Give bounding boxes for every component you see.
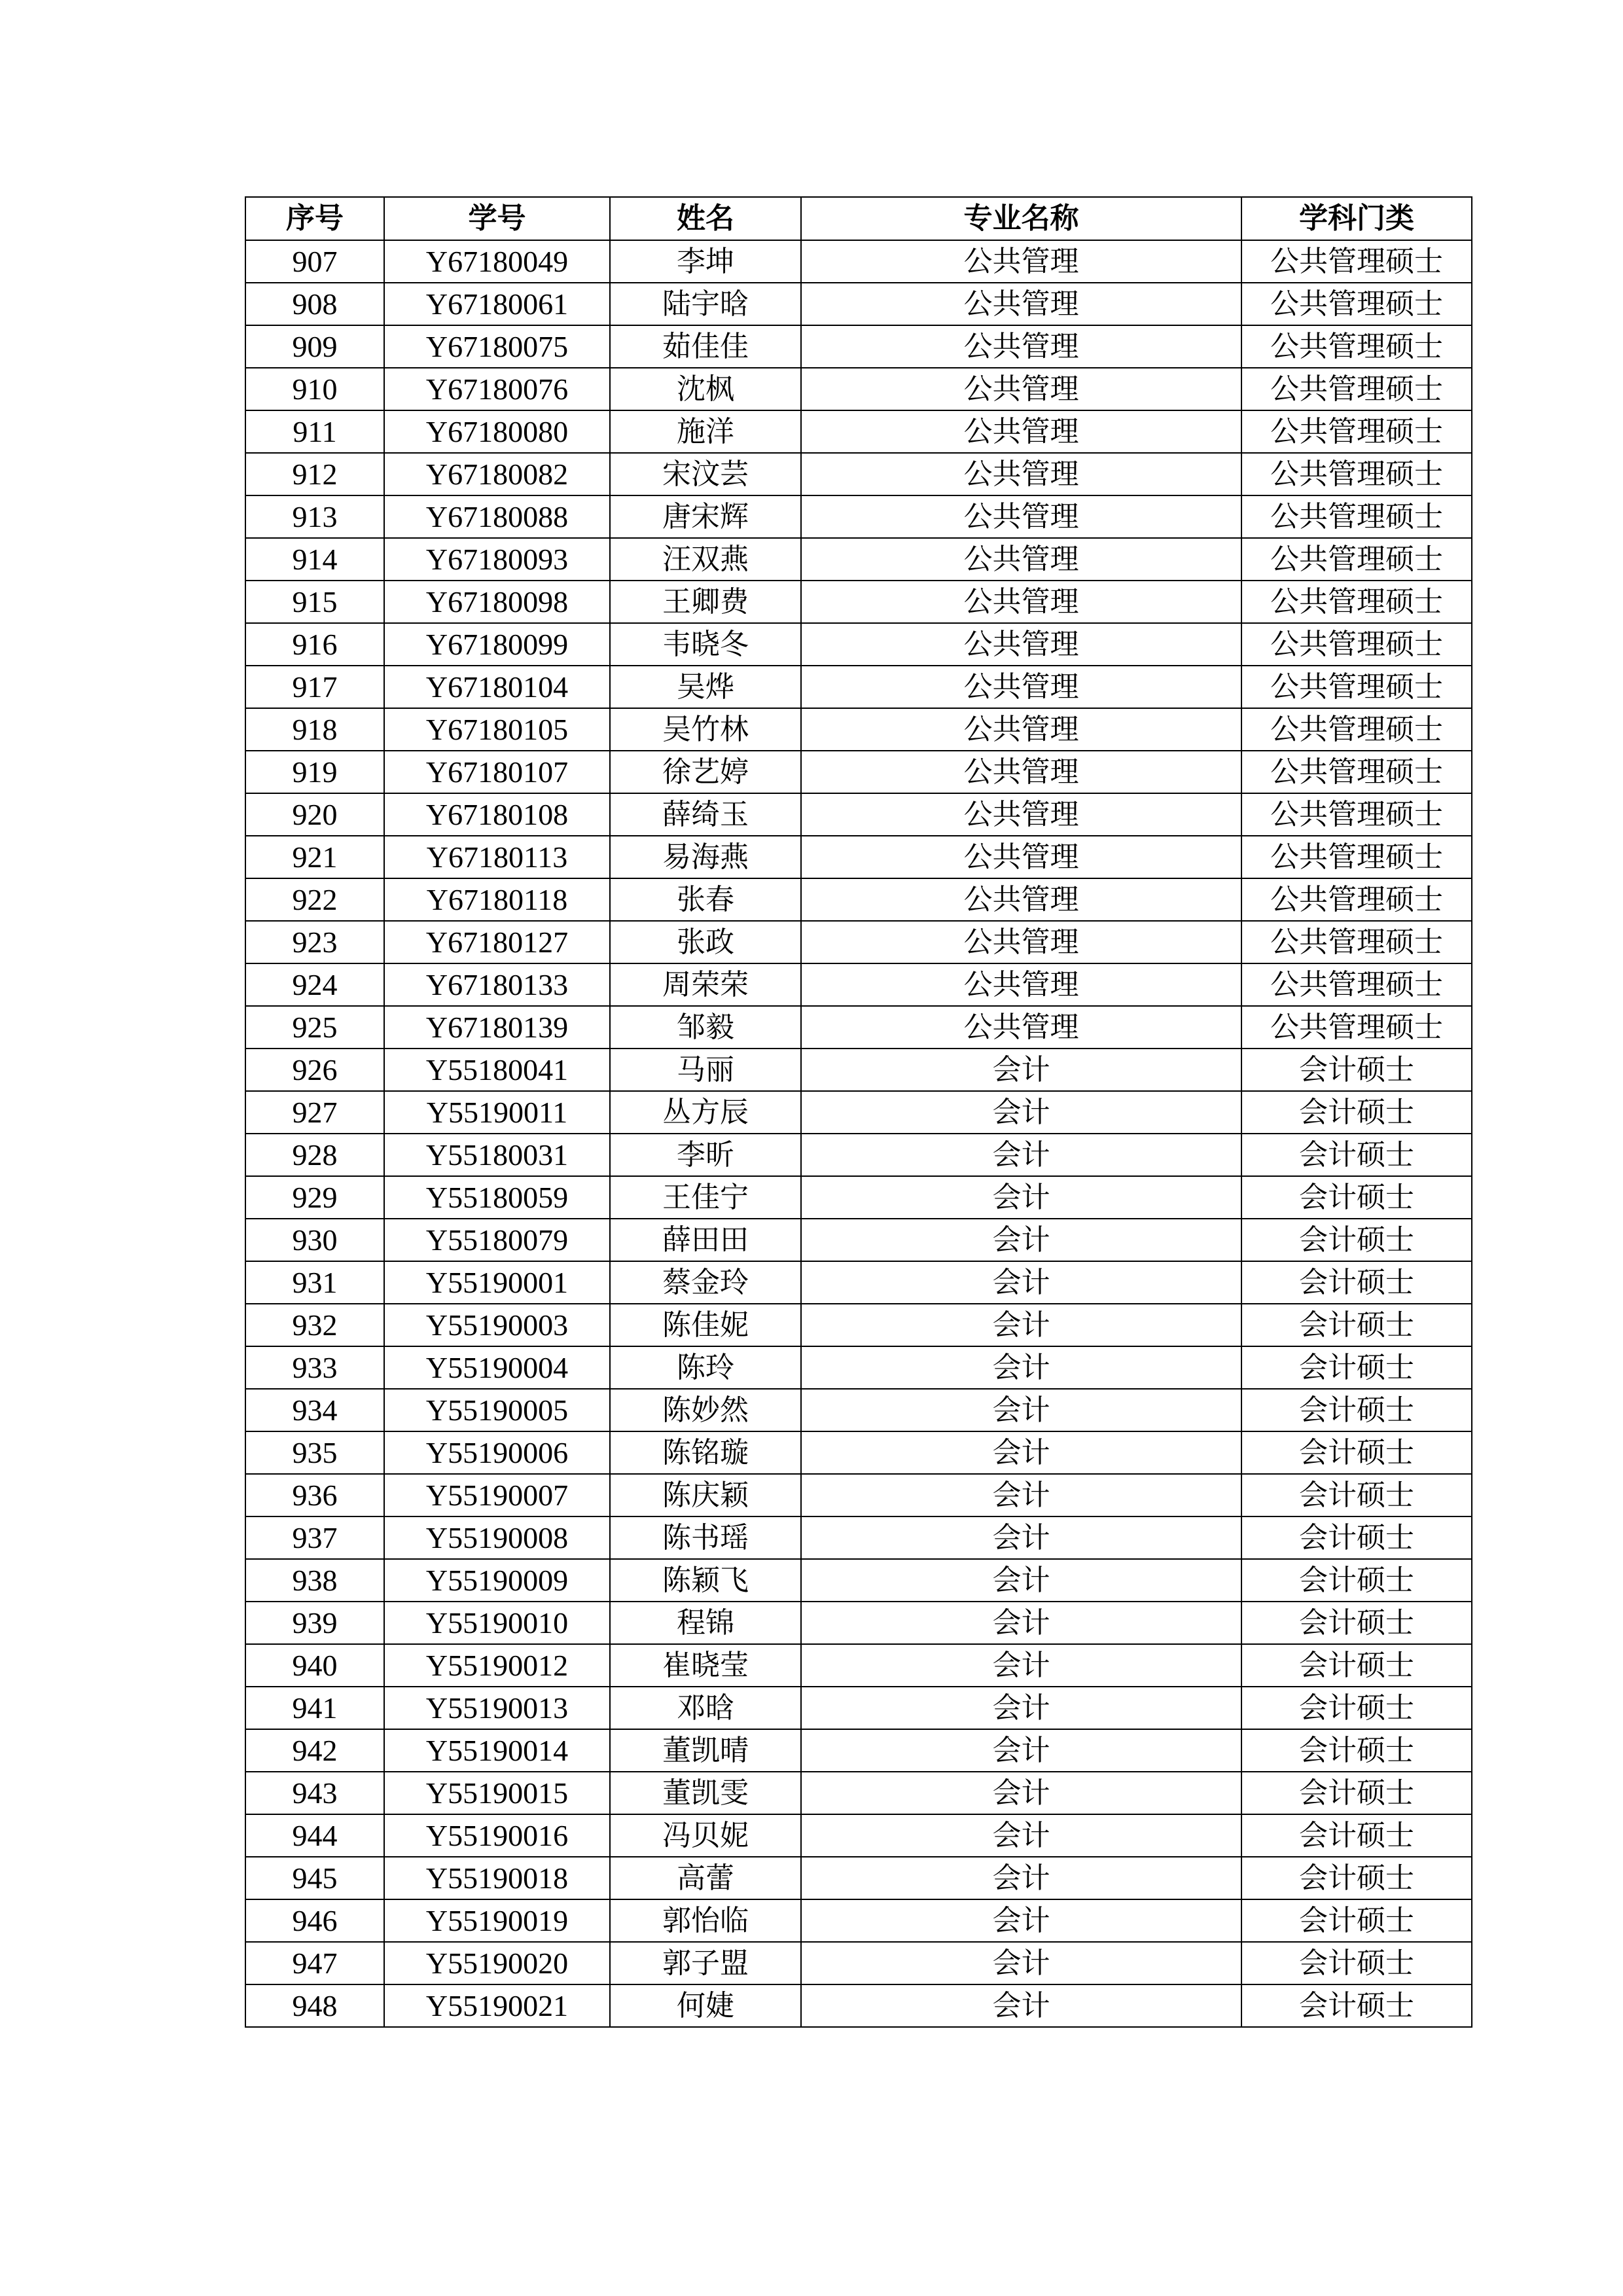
cell-discipline: 公共管理硕士 [1241, 368, 1472, 410]
table-row [245, 581, 1472, 623]
table-row [245, 1857, 1472, 1899]
cell-name: 吴烨 [610, 666, 801, 708]
cell-seq: 919 [245, 751, 384, 793]
cell-major: 公共管理 [801, 793, 1241, 836]
table-row [245, 1134, 1472, 1176]
table-row [245, 283, 1472, 325]
cell-seq: 932 [245, 1304, 384, 1346]
cell-student-id: Y55190012 [384, 1644, 610, 1687]
cell-student-id: Y67180049 [384, 240, 610, 283]
cell-major: 会计 [801, 1049, 1241, 1091]
cell-name: 高蕾 [610, 1857, 801, 1899]
cell-student-id: Y67180088 [384, 495, 610, 538]
cell-seq: 940 [245, 1644, 384, 1687]
cell-seq: 926 [245, 1049, 384, 1091]
table-row [245, 1431, 1472, 1474]
cell-student-id: Y67180075 [384, 325, 610, 368]
table-row [245, 751, 1472, 793]
cell-seq: 918 [245, 708, 384, 751]
cell-major: 公共管理 [801, 410, 1241, 453]
cell-seq: 938 [245, 1559, 384, 1602]
cell-student-id: Y67180061 [384, 283, 610, 325]
cell-seq: 947 [245, 1942, 384, 1984]
table-row [245, 623, 1472, 666]
cell-name: 沈枫 [610, 368, 801, 410]
cell-name: 何婕 [610, 1984, 801, 2027]
table-row [245, 1474, 1472, 1516]
cell-major: 会计 [801, 1899, 1241, 1942]
cell-major: 会计 [801, 1304, 1241, 1346]
cell-student-id: Y55190008 [384, 1516, 610, 1559]
cell-discipline: 公共管理硕士 [1241, 325, 1472, 368]
cell-name: 邹毅 [610, 1006, 801, 1049]
cell-student-id: Y55190010 [384, 1602, 610, 1644]
table-row [245, 1304, 1472, 1346]
cell-discipline: 会计硕士 [1241, 1474, 1472, 1516]
header-row [245, 197, 1472, 240]
table-row [245, 1729, 1472, 1772]
cell-student-id: Y67180076 [384, 368, 610, 410]
cell-name: 宋汶芸 [610, 453, 801, 495]
cell-name: 薛田田 [610, 1219, 801, 1261]
cell-major: 公共管理 [801, 708, 1241, 751]
cell-major: 公共管理 [801, 283, 1241, 325]
cell-seq: 942 [245, 1729, 384, 1772]
table-row [245, 1176, 1472, 1219]
cell-name: 蔡金玲 [610, 1261, 801, 1304]
cell-name: 薛绮玉 [610, 793, 801, 836]
cell-student-id: Y55190018 [384, 1857, 610, 1899]
cell-name: 吴竹林 [610, 708, 801, 751]
header-discipline: 学科门类 [1241, 197, 1472, 240]
cell-discipline: 会计硕士 [1241, 1899, 1472, 1942]
cell-name: 施洋 [610, 410, 801, 453]
table-row [245, 878, 1472, 921]
cell-name: 唐宋辉 [610, 495, 801, 538]
table-row [245, 1389, 1472, 1431]
cell-discipline: 会计硕士 [1241, 1687, 1472, 1729]
cell-seq: 945 [245, 1857, 384, 1899]
cell-seq: 935 [245, 1431, 384, 1474]
cell-student-id: Y55190009 [384, 1559, 610, 1602]
cell-major: 会计 [801, 1559, 1241, 1602]
cell-major: 会计 [801, 1984, 1241, 2027]
cell-discipline: 会计硕士 [1241, 1134, 1472, 1176]
cell-student-id: Y55190016 [384, 1814, 610, 1857]
cell-seq: 909 [245, 325, 384, 368]
table-row [245, 368, 1472, 410]
table-body [245, 240, 1472, 2027]
cell-major: 会计 [801, 1176, 1241, 1219]
cell-discipline: 公共管理硕士 [1241, 623, 1472, 666]
cell-discipline: 公共管理硕士 [1241, 495, 1472, 538]
cell-name: 易海燕 [610, 836, 801, 878]
cell-student-id: Y67180098 [384, 581, 610, 623]
cell-student-id: Y55190015 [384, 1772, 610, 1814]
cell-name: 王佳宁 [610, 1176, 801, 1219]
cell-seq: 923 [245, 921, 384, 963]
cell-discipline: 会计硕士 [1241, 1346, 1472, 1389]
table-row [245, 325, 1472, 368]
cell-major: 公共管理 [801, 666, 1241, 708]
cell-student-id: Y67180139 [384, 1006, 610, 1049]
cell-discipline: 会计硕士 [1241, 1942, 1472, 1984]
cell-seq: 943 [245, 1772, 384, 1814]
cell-major: 会计 [801, 1134, 1241, 1176]
cell-name: 陈颖飞 [610, 1559, 801, 1602]
header-student-id: 学号 [384, 197, 610, 240]
table-row [245, 1644, 1472, 1687]
cell-major: 公共管理 [801, 240, 1241, 283]
cell-student-id: Y55190004 [384, 1346, 610, 1389]
cell-student-id: Y67180118 [384, 878, 610, 921]
cell-name: 邓晗 [610, 1687, 801, 1729]
cell-seq: 931 [245, 1261, 384, 1304]
cell-seq: 913 [245, 495, 384, 538]
cell-student-id: Y67180104 [384, 666, 610, 708]
cell-major: 会计 [801, 1474, 1241, 1516]
cell-name: 茹佳佳 [610, 325, 801, 368]
cell-discipline: 公共管理硕士 [1241, 836, 1472, 878]
cell-discipline: 公共管理硕士 [1241, 793, 1472, 836]
cell-name: 崔晓莹 [610, 1644, 801, 1687]
cell-major: 公共管理 [801, 963, 1241, 1006]
cell-name: 张政 [610, 921, 801, 963]
cell-name: 程锦 [610, 1602, 801, 1644]
cell-discipline: 会计硕士 [1241, 1049, 1472, 1091]
cell-name: 张春 [610, 878, 801, 921]
cell-student-id: Y55190007 [384, 1474, 610, 1516]
cell-discipline: 会计硕士 [1241, 1559, 1472, 1602]
cell-discipline: 会计硕士 [1241, 1984, 1472, 2027]
cell-discipline: 会计硕士 [1241, 1261, 1472, 1304]
cell-major: 会计 [801, 1389, 1241, 1431]
cell-student-id: Y67180093 [384, 538, 610, 581]
cell-name: 陈玲 [610, 1346, 801, 1389]
table-row [245, 1559, 1472, 1602]
cell-name: 郭子盟 [610, 1942, 801, 1984]
cell-major: 公共管理 [801, 581, 1241, 623]
cell-discipline: 公共管理硕士 [1241, 666, 1472, 708]
cell-student-id: Y67180099 [384, 623, 610, 666]
table-row [245, 1516, 1472, 1559]
cell-name: 陈铭璇 [610, 1431, 801, 1474]
cell-discipline: 会计硕士 [1241, 1176, 1472, 1219]
cell-major: 会计 [801, 1091, 1241, 1134]
cell-major: 会计 [801, 1687, 1241, 1729]
table-row [245, 921, 1472, 963]
cell-student-id: Y67180107 [384, 751, 610, 793]
cell-seq: 921 [245, 836, 384, 878]
cell-discipline: 公共管理硕士 [1241, 453, 1472, 495]
cell-discipline: 会计硕士 [1241, 1516, 1472, 1559]
table-row [245, 1687, 1472, 1729]
table-row [245, 1219, 1472, 1261]
cell-name: 汪双燕 [610, 538, 801, 581]
cell-student-id: Y67180133 [384, 963, 610, 1006]
cell-name: 陆宇晗 [610, 283, 801, 325]
cell-major: 公共管理 [801, 751, 1241, 793]
table-row [245, 1049, 1472, 1091]
cell-seq: 929 [245, 1176, 384, 1219]
cell-seq: 920 [245, 793, 384, 836]
cell-major: 公共管理 [801, 623, 1241, 666]
header-major: 专业名称 [801, 197, 1241, 240]
cell-major: 会计 [801, 1772, 1241, 1814]
cell-name: 王卿费 [610, 581, 801, 623]
cell-major: 会计 [801, 1219, 1241, 1261]
cell-seq: 937 [245, 1516, 384, 1559]
table-row [245, 1814, 1472, 1857]
cell-discipline: 会计硕士 [1241, 1814, 1472, 1857]
cell-major: 会计 [801, 1516, 1241, 1559]
cell-major: 公共管理 [801, 878, 1241, 921]
table-row [245, 1984, 1472, 2027]
cell-name: 李坤 [610, 240, 801, 283]
cell-student-id: Y55190005 [384, 1389, 610, 1431]
table-row [245, 453, 1472, 495]
cell-discipline: 会计硕士 [1241, 1091, 1472, 1134]
cell-student-id: Y67180108 [384, 793, 610, 836]
cell-seq: 941 [245, 1687, 384, 1729]
table-row [245, 495, 1472, 538]
table-row [245, 963, 1472, 1006]
table-row [245, 666, 1472, 708]
table-row [245, 1261, 1472, 1304]
cell-student-id: Y55180079 [384, 1219, 610, 1261]
table-row [245, 708, 1472, 751]
cell-seq: 939 [245, 1602, 384, 1644]
cell-seq: 936 [245, 1474, 384, 1516]
cell-seq: 934 [245, 1389, 384, 1431]
cell-major: 公共管理 [801, 453, 1241, 495]
cell-name: 韦晓冬 [610, 623, 801, 666]
cell-student-id: Y67180082 [384, 453, 610, 495]
cell-seq: 911 [245, 410, 384, 453]
cell-student-id: Y55190019 [384, 1899, 610, 1942]
cell-seq: 930 [245, 1219, 384, 1261]
student-roster-table [245, 196, 1472, 2028]
cell-student-id: Y55190003 [384, 1304, 610, 1346]
table-header [245, 197, 1472, 240]
cell-discipline: 会计硕士 [1241, 1219, 1472, 1261]
cell-discipline: 会计硕士 [1241, 1602, 1472, 1644]
document-page [245, 196, 1472, 2028]
cell-student-id: Y55190021 [384, 1984, 610, 2027]
cell-name: 徐艺婷 [610, 751, 801, 793]
cell-seq: 922 [245, 878, 384, 921]
cell-discipline: 公共管理硕士 [1241, 240, 1472, 283]
cell-major: 会计 [801, 1814, 1241, 1857]
cell-discipline: 会计硕士 [1241, 1431, 1472, 1474]
cell-seq: 915 [245, 581, 384, 623]
cell-student-id: Y67180105 [384, 708, 610, 751]
table-row [245, 836, 1472, 878]
cell-name: 陈庆颖 [610, 1474, 801, 1516]
cell-student-id: Y55180059 [384, 1176, 610, 1219]
cell-student-id: Y55190020 [384, 1942, 610, 1984]
cell-seq: 914 [245, 538, 384, 581]
cell-discipline: 公共管理硕士 [1241, 751, 1472, 793]
cell-major: 公共管理 [801, 495, 1241, 538]
cell-discipline: 公共管理硕士 [1241, 283, 1472, 325]
cell-discipline: 公共管理硕士 [1241, 410, 1472, 453]
cell-discipline: 公共管理硕士 [1241, 708, 1472, 751]
cell-student-id: Y67180113 [384, 836, 610, 878]
cell-name: 周荣荣 [610, 963, 801, 1006]
cell-seq: 908 [245, 283, 384, 325]
cell-name: 冯贝妮 [610, 1814, 801, 1857]
cell-student-id: Y55190001 [384, 1261, 610, 1304]
cell-name: 董凯晴 [610, 1729, 801, 1772]
cell-major: 会计 [801, 1857, 1241, 1899]
cell-student-id: Y55190013 [384, 1687, 610, 1729]
cell-major: 公共管理 [801, 1006, 1241, 1049]
cell-major: 会计 [801, 1942, 1241, 1984]
cell-seq: 917 [245, 666, 384, 708]
cell-seq: 927 [245, 1091, 384, 1134]
cell-major: 会计 [801, 1602, 1241, 1644]
cell-discipline: 公共管理硕士 [1241, 581, 1472, 623]
cell-major: 公共管理 [801, 921, 1241, 963]
cell-student-id: Y55180041 [384, 1049, 610, 1091]
cell-student-id: Y67180127 [384, 921, 610, 963]
cell-discipline: 会计硕士 [1241, 1389, 1472, 1431]
table-row [245, 1091, 1472, 1134]
cell-seq: 924 [245, 963, 384, 1006]
cell-seq: 925 [245, 1006, 384, 1049]
cell-discipline: 会计硕士 [1241, 1644, 1472, 1687]
cell-major: 公共管理 [801, 368, 1241, 410]
cell-discipline: 公共管理硕士 [1241, 963, 1472, 1006]
table-row [245, 1602, 1472, 1644]
cell-major: 公共管理 [801, 325, 1241, 368]
table-row [245, 1006, 1472, 1049]
table-row [245, 538, 1472, 581]
cell-student-id: Y55190011 [384, 1091, 610, 1134]
cell-student-id: Y67180080 [384, 410, 610, 453]
table-row [245, 1772, 1472, 1814]
cell-discipline: 公共管理硕士 [1241, 878, 1472, 921]
table-row [245, 793, 1472, 836]
cell-name: 陈佳妮 [610, 1304, 801, 1346]
table-row [245, 1942, 1472, 1984]
cell-student-id: Y55190006 [384, 1431, 610, 1474]
cell-discipline: 会计硕士 [1241, 1729, 1472, 1772]
table-row [245, 1899, 1472, 1942]
cell-major: 公共管理 [801, 836, 1241, 878]
cell-major: 会计 [801, 1729, 1241, 1772]
cell-major: 会计 [801, 1346, 1241, 1389]
cell-discipline: 会计硕士 [1241, 1772, 1472, 1814]
cell-major: 公共管理 [801, 538, 1241, 581]
cell-name: 陈书瑶 [610, 1516, 801, 1559]
cell-seq: 946 [245, 1899, 384, 1942]
cell-seq: 948 [245, 1984, 384, 2027]
cell-seq: 928 [245, 1134, 384, 1176]
cell-name: 郭怡临 [610, 1899, 801, 1942]
cell-name: 陈妙然 [610, 1389, 801, 1431]
cell-name: 李昕 [610, 1134, 801, 1176]
table-row [245, 240, 1472, 283]
cell-student-id: Y55180031 [384, 1134, 610, 1176]
cell-name: 马丽 [610, 1049, 801, 1091]
cell-major: 会计 [801, 1261, 1241, 1304]
header-name: 姓名 [610, 197, 801, 240]
cell-name: 丛方辰 [610, 1091, 801, 1134]
table-row [245, 1346, 1472, 1389]
cell-discipline: 会计硕士 [1241, 1857, 1472, 1899]
cell-discipline: 公共管理硕士 [1241, 538, 1472, 581]
header-seq: 序号 [245, 197, 384, 240]
cell-major: 会计 [801, 1431, 1241, 1474]
cell-major: 会计 [801, 1644, 1241, 1687]
cell-seq: 907 [245, 240, 384, 283]
cell-seq: 910 [245, 368, 384, 410]
cell-discipline: 会计硕士 [1241, 1304, 1472, 1346]
cell-seq: 944 [245, 1814, 384, 1857]
cell-seq: 912 [245, 453, 384, 495]
table-row [245, 410, 1472, 453]
cell-seq: 933 [245, 1346, 384, 1389]
cell-seq: 916 [245, 623, 384, 666]
cell-discipline: 公共管理硕士 [1241, 1006, 1472, 1049]
cell-discipline: 公共管理硕士 [1241, 921, 1472, 963]
cell-name: 董凯雯 [610, 1772, 801, 1814]
cell-student-id: Y55190014 [384, 1729, 610, 1772]
